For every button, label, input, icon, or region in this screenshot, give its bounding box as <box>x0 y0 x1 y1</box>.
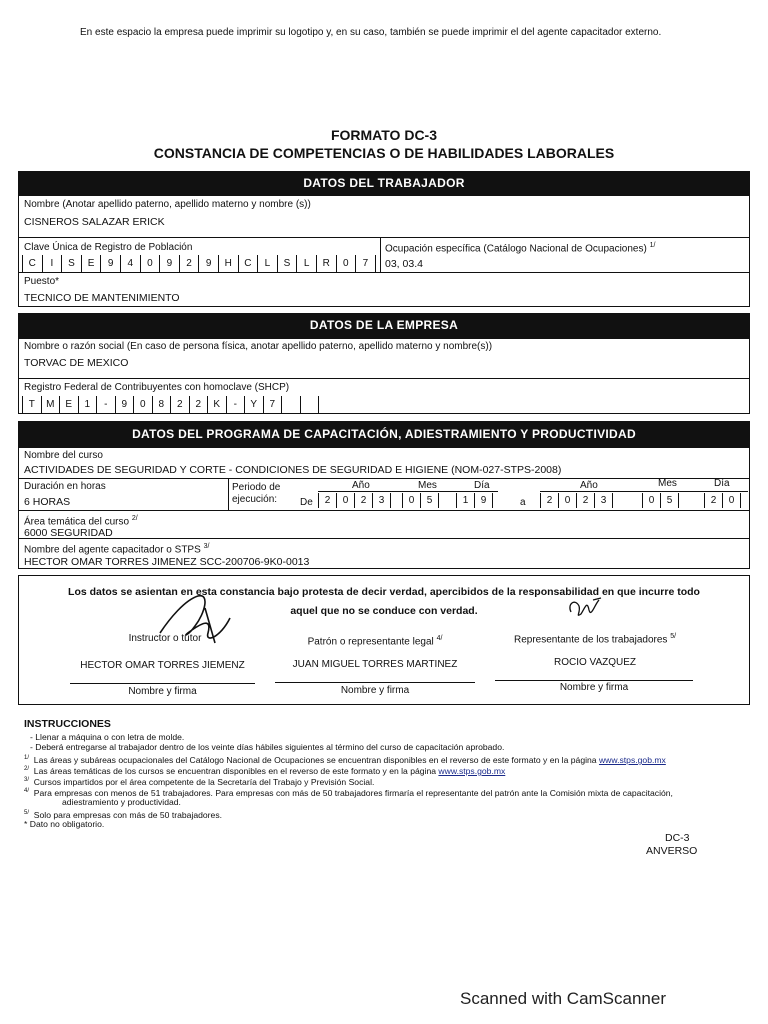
curp-char: 2 <box>179 255 199 272</box>
rfc-char: 2 <box>189 396 208 413</box>
workers-rep-caption: Nombre y firma <box>559 682 629 693</box>
instruction-6: $^{4/}$ Para empresas con menos de 51 trabajadores. Para empresas con más de 50 trabajadores firmaría el representante del patrón ante la Comisión mixta de capacitación, <box>24 787 673 798</box>
company-name: TORVAC DE MEXICO <box>24 357 129 369</box>
curp-char: I <box>42 255 62 272</box>
instructions-title: INSTRUCCIONES <box>24 718 111 730</box>
curp-char: 4 <box>120 255 140 272</box>
worker-section-header: DATOS DEL TRABAJADOR <box>18 171 750 195</box>
curp-boxes <box>22 255 376 272</box>
workers-rep-role: Representante de los trabajadores $^{5/}$ <box>513 633 677 646</box>
from-day-boxes <box>456 493 493 508</box>
to-day-boxes <box>704 493 741 508</box>
workers-rep-signature-icon <box>565 594 605 624</box>
occupation-label: Ocupación específica (Catálogo Nacional de Ocupaciones) $^{1/}$ <box>385 242 656 255</box>
instruction-5: $^{3/}$ Cursos impartidos por el área competente de la Secretaría del Trabajo y Previsión Social. <box>24 776 375 787</box>
agent-label: Nombre del agente capacitador o STPS $^{3/}$ <box>24 543 210 556</box>
from-month-digit: 0 <box>402 493 420 508</box>
rfc-char: Y <box>244 396 263 413</box>
scanner-watermark: Scanned with CamScanner <box>460 989 667 1008</box>
curp-char: 9 <box>198 255 218 272</box>
from-year-digit: 3 <box>372 493 390 508</box>
rfc-char <box>281 396 300 413</box>
to-month-digit: 0 <box>642 493 660 508</box>
logo-space-note: En este espacio la empresa puede imprimir su logotipo y, en su caso, también se puede imprimir el del agente capacitador externo. <box>80 27 662 38</box>
employer-role: Patrón o representante legal $^{4/}$ <box>307 635 443 648</box>
curp-label: Clave Única de Registro de Población <box>24 242 193 253</box>
employer-caption: Nombre y firma <box>340 685 410 696</box>
curp-char: C <box>22 255 42 272</box>
curp-char: S <box>61 255 81 272</box>
instruction-2: - Deberá entregarse al trabajador dentro de los veinte días hábiles siguientes al término del curso de capacitación aprobado. <box>30 742 505 752</box>
curp-char: L <box>296 255 316 272</box>
curp-char: 9 <box>100 255 120 272</box>
company-section-header: DATOS DE LA EMPRESA <box>18 313 750 338</box>
course-name: ACTIVIDADES DE SEGURIDAD Y CORTE - CONDICIONES DE SEGURIDAD E HIGIENE (NOM-027-STPS-2008) <box>24 464 562 476</box>
occupation-value: 03, 03.4 <box>385 258 423 270</box>
to-year-digit: 0 <box>558 493 576 508</box>
from-year-digit: 2 <box>354 493 372 508</box>
rfc-char: E <box>59 396 78 413</box>
to-year-digit: 3 <box>594 493 612 508</box>
employer-name: JUAN MIGUEL TORRES MARTINEZ <box>292 659 458 670</box>
rfc-boxes <box>22 396 319 413</box>
rfc-char: 8 <box>152 396 171 413</box>
instruction-3: $^{1/}$ Las áreas y subáreas ocupacionales del Catálogo Nacional de Ocupaciones se encuentran disponibles en el reverso de este formato y en la página www.stps.gob.mx <box>24 754 666 765</box>
period-label-2: ejecución: <box>232 494 278 505</box>
to-year-label: Año <box>580 480 598 491</box>
curp-char: S <box>277 255 297 272</box>
rfc-char: 7 <box>263 396 282 413</box>
from-month-boxes <box>402 493 439 508</box>
rfc-char <box>300 396 319 413</box>
instruction-1: - Llenar a máquina o con letra de molde. <box>30 732 185 742</box>
from-month-label: Mes <box>418 480 437 491</box>
from-label: De <box>300 497 313 508</box>
form-subtitle: CONSTANCIA DE COMPETENCIAS O DE HABILIDADES LABORALES <box>153 145 615 161</box>
agent-value: HECTOR OMAR TORRES JIMENEZ SCC-200706-9K0-0013 <box>24 556 310 568</box>
rfc-char: K <box>207 396 226 413</box>
rfc-char: 0 <box>133 396 152 413</box>
period-label-1: Periodo de <box>232 482 281 493</box>
worker-name-label: Nombre (Anotar apellido paterno, apellido materno y nombre (s)) <box>24 199 311 210</box>
curp-char: 9 <box>159 255 179 272</box>
curp-char: L <box>257 255 277 272</box>
rfc-char: 9 <box>115 396 134 413</box>
from-year-digit: 2 <box>318 493 336 508</box>
from-day-label: Día <box>474 480 490 491</box>
area-label: Área temática del curso $^{2/}$ <box>24 515 138 528</box>
instruction-6b: adiestramiento y productividad. <box>62 797 181 807</box>
declaration-line-1: Los datos se asientan en esta constancia bajo protesta de decir verdad, apercibidos de la responsabilidad en que incurre todo <box>68 586 700 598</box>
instruction-4: $^{2/}$ Las áreas temáticas de los cursos se encuentran disponibles en el reverso de este formato y en la página www.stps.gob.mx <box>24 765 506 776</box>
curp-char: 0 <box>336 255 356 272</box>
workers-rep-name: ROCIO VAZQUEZ <box>553 657 637 668</box>
to-month-digit: 5 <box>660 493 678 508</box>
from-day-digit: 1 <box>456 493 474 508</box>
form-side: ANVERSO <box>646 845 698 857</box>
duration-label: Duración en horas <box>24 481 106 492</box>
to-label: a <box>520 497 526 508</box>
curp-char: E <box>81 255 101 272</box>
worker-name: CISNEROS SALAZAR ERICK <box>24 216 165 228</box>
stps-link-2[interactable]: www.stps.gob.mx <box>438 765 506 776</box>
from-year-digit: 0 <box>336 493 354 508</box>
position-label: Puesto* <box>24 276 60 287</box>
form-title: FORMATO DC-3 <box>330 127 438 143</box>
rfc-char: 2 <box>170 396 189 413</box>
stps-link-1[interactable]: www.stps.gob.mx <box>598 754 666 765</box>
area-value: 6000 SEGURIDAD <box>24 527 113 539</box>
curp-char: 7 <box>355 255 375 272</box>
to-month-label: Mes <box>658 478 677 489</box>
from-year-boxes <box>318 493 391 508</box>
declaration-line-2: aquel que no se conduce con verdad. <box>290 605 478 617</box>
rfc-char: T <box>22 396 41 413</box>
from-day-digit: 9 <box>474 493 492 508</box>
to-day-digit: 2 <box>704 493 722 508</box>
to-year-digit: 2 <box>540 493 558 508</box>
rfc-char: - <box>96 396 115 413</box>
to-year-digit: 2 <box>576 493 594 508</box>
to-day-label: Día <box>714 478 730 489</box>
rfc-label: Registro Federal de Contribuyentes con homoclave (SHCP) <box>24 382 290 393</box>
to-day-digit: 0 <box>722 493 740 508</box>
rfc-char: 1 <box>78 396 97 413</box>
to-month-boxes <box>642 493 679 508</box>
rfc-char: - <box>226 396 245 413</box>
instructor-name: HECTOR OMAR TORRES JIEMENZ <box>80 660 245 671</box>
instructor-role: Instructor o tutor <box>128 633 202 644</box>
instruction-7: $^{5/}$ Solo para empresas con más de 50 trabajadores. <box>24 809 223 820</box>
curp-char: 0 <box>140 255 160 272</box>
to-year-boxes <box>540 493 613 508</box>
curp-char: H <box>218 255 238 272</box>
form-code: DC-3 <box>665 832 690 844</box>
from-year-label: Año <box>352 480 370 491</box>
position-value: TECNICO DE MANTENIMIENTO <box>24 292 180 304</box>
curp-char: C <box>238 255 258 272</box>
duration-value: 6 HORAS <box>24 496 71 508</box>
course-label: Nombre del curso <box>24 450 103 461</box>
program-section-header: DATOS DEL PROGRAMA DE CAPACITACIÓN, ADIESTRAMIENTO Y PRODUCTIVIDAD <box>18 421 750 447</box>
rfc-char: M <box>41 396 60 413</box>
from-month-digit: 5 <box>420 493 438 508</box>
instruction-8: * Dato no obligatorio. <box>24 819 105 829</box>
curp-char: R <box>316 255 336 272</box>
company-name-label: Nombre o razón social (En caso de persona física, anotar apellido paterno, apellido materno y nombre(s)) <box>24 341 493 352</box>
instructor-caption: Nombre y firma <box>128 686 197 697</box>
